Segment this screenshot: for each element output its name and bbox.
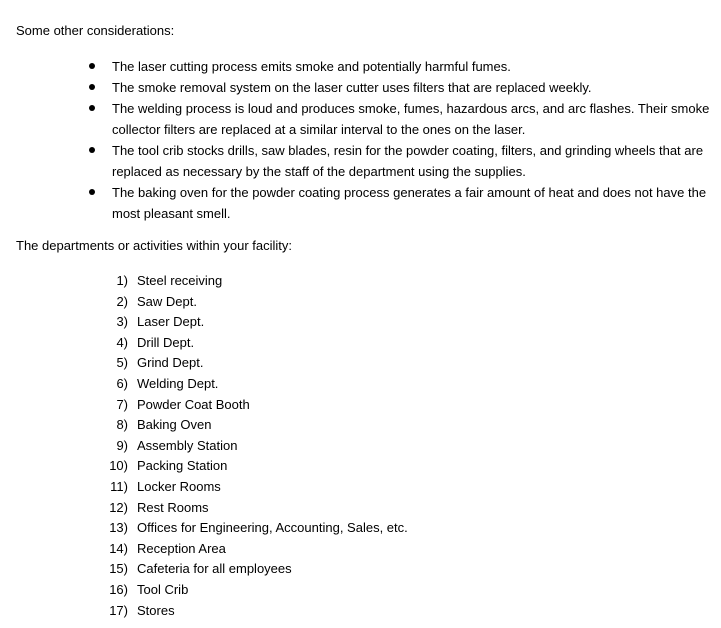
- department-number: 16): [109, 581, 128, 597]
- department-number: 3): [116, 314, 128, 330]
- department-item: [0, 580, 721, 601]
- department-number: 14): [109, 540, 128, 556]
- department-number: 5): [116, 355, 128, 371]
- department-item: [0, 353, 721, 374]
- department-label: Welding Dept.: [137, 375, 219, 391]
- department-number: 10): [109, 458, 128, 474]
- department-label: Assembly Station: [137, 437, 238, 453]
- considerations-list: [0, 56, 721, 224]
- department-number: 9): [116, 437, 128, 453]
- department-number: 15): [109, 561, 128, 577]
- department-number: 13): [109, 520, 128, 536]
- department-number: 17): [109, 602, 128, 618]
- department-label: Rest Rooms: [137, 499, 209, 515]
- department-number: 12): [109, 499, 128, 515]
- consideration-text: The tool crib stocks drills, saw blades, resin for the powder coating, filters, and grinding wheels that are replaced as necessary by the staff of the department using the supplies.: [112, 143, 704, 179]
- department-item: [0, 271, 721, 292]
- department-label: Reception Area: [137, 540, 226, 556]
- bullet-icon: [89, 189, 95, 195]
- consideration-text: The welding process is loud and produces smoke, fumes, hazardous arcs, and arc flashes. Their smoke collector filters are replaced at a similar interval to the ones on the laser.: [112, 101, 710, 137]
- considerations-heading: Some other considerations:: [16, 23, 175, 38]
- department-item: [0, 539, 721, 560]
- department-label: Laser Dept.: [137, 314, 205, 330]
- bullet-icon: [89, 105, 95, 111]
- consideration-text: The baking oven for the powder coating process generates a fair amount of heat and does not have the most pleasant smell.: [112, 185, 707, 221]
- department-label: Cafeteria for all employees: [137, 561, 292, 577]
- department-item: [0, 436, 721, 457]
- department-item: [0, 374, 721, 395]
- department-number: 6): [116, 375, 128, 391]
- department-label: Steel receiving: [137, 273, 223, 288]
- department-item: [0, 312, 721, 333]
- department-item: [0, 477, 721, 498]
- bullet-icon: [89, 63, 95, 69]
- department-number: 7): [116, 396, 128, 412]
- department-label: Baking Oven: [137, 417, 212, 433]
- department-item: [0, 292, 721, 313]
- department-label: Powder Coat Booth: [137, 396, 250, 412]
- consideration-item: [0, 56, 721, 77]
- department-label: Drill Dept.: [137, 334, 195, 350]
- consideration-text: The laser cutting process emits smoke and potentially harmful fumes.: [112, 59, 511, 74]
- department-item: [0, 518, 721, 539]
- department-item: [0, 498, 721, 519]
- department-item: [0, 395, 721, 416]
- consideration-item: [0, 140, 721, 182]
- bullet-icon: [89, 147, 95, 153]
- department-item: [0, 415, 721, 436]
- department-number: 8): [116, 417, 128, 433]
- department-item: [0, 456, 721, 477]
- department-label: Tool Crib: [137, 581, 189, 597]
- consideration-item: [0, 98, 721, 140]
- consideration-text: The smoke removal system on the laser cutter uses filters that are replaced weekly.: [112, 80, 592, 95]
- department-label: Offices for Engineering, Accounting, Sales, etc.: [137, 520, 408, 536]
- departments-heading: The departments or activities within your facility:: [16, 238, 292, 253]
- department-number: 4): [116, 334, 128, 350]
- department-number: 11): [110, 478, 128, 494]
- departments-list: [0, 271, 721, 621]
- department-item: [0, 601, 721, 622]
- department-label: Locker Rooms: [137, 478, 221, 494]
- department-item: [0, 333, 721, 354]
- consideration-item: [0, 182, 721, 224]
- bullet-icon: [89, 84, 95, 90]
- department-item: [0, 559, 721, 580]
- department-label: Packing Station: [137, 458, 228, 474]
- department-number: 2): [116, 293, 128, 309]
- department-label: Stores: [137, 602, 175, 618]
- department-label: Grind Dept.: [137, 355, 204, 371]
- consideration-item: [0, 77, 721, 98]
- department-label: Saw Dept.: [137, 293, 197, 309]
- department-number: 1): [116, 273, 128, 288]
